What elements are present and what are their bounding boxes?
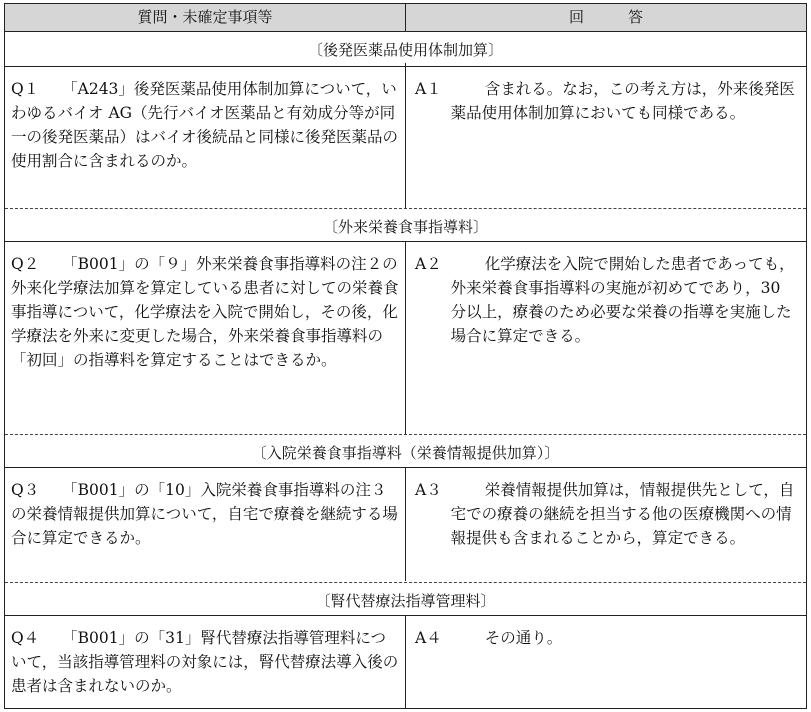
question-cell (11, 478, 399, 550)
section-title: 〔外来栄養食事指導料〕 (322, 218, 488, 236)
question-text: 「B001」の「９」外来栄養食事指導料の注２の外来化学療法加算を算定している患者に対しての栄養食事指導について，化学療法を入院で開始し，その後，化学療法を外来に変更した場合，外来栄養食事指導料の「初回」の指導料を算定することはできるか。 (11, 255, 399, 369)
table-header (5, 4, 806, 32)
section-title: 〔後発医薬品使用体制加算〕 (307, 41, 503, 59)
answer-cell (415, 77, 799, 125)
question-cell (11, 626, 399, 698)
answer-text: 栄養情報提供加算は，情報提供先として，自宅での療養の継続を担当する他の医療機関への情報提供も含まれることから，算定できる。 (450, 481, 795, 547)
qa-row (5, 468, 806, 581)
qa-row (5, 67, 806, 209)
answer-column-header: 回答 (568, 8, 687, 26)
question-cell (11, 252, 399, 372)
question-text: 「B001」の「10」入院栄養食事指導料の注３の栄養情報提供加算について，自宅で療養を継続する場合に算定できるか。 (11, 481, 398, 547)
answer-cell (415, 626, 799, 650)
question-column-header: 質問・未確定事項等 (5, 4, 406, 31)
question-text: 「B001」の「31」腎代替療法指導管理料について，当該指導管理料の対象には，腎代替療法導入後の患者は含まれないのか。 (11, 629, 399, 695)
question-number: Q１ (11, 80, 40, 98)
answer-text: その通り。 (484, 629, 563, 647)
answer-cell (415, 252, 799, 348)
qa-row (5, 242, 806, 434)
answer-cell (415, 478, 799, 550)
question-text: 「A243」後発医薬品使用体制加算について，いわゆるバイオ AG（先行バイオ医薬品と有効成分等が同一の後発医薬品）はバイオ後続品と同様に後発医薬品の使用割合に含まれるのか。 (11, 80, 399, 170)
answer-number: A１ (415, 80, 442, 98)
section-title: 〔入院栄養食事指導料（栄養情報提供加算）〕 (251, 444, 560, 462)
answer-number: A２ (415, 255, 442, 273)
answer-number: A３ (415, 481, 442, 499)
section-divider (5, 208, 806, 209)
question-number: Q２ (11, 255, 40, 273)
section-divider (5, 582, 806, 583)
question-number: Q４ (11, 629, 40, 647)
question-number: Q３ (11, 481, 40, 499)
section-title: 〔腎代替療法指導管理料〕 (315, 592, 496, 610)
qa-row (5, 616, 806, 708)
question-cell (11, 77, 399, 173)
qa-table (4, 3, 807, 709)
answer-text: 含まれる。なお，この考え方は，外来後発医薬品使用体制加算においても同様である。 (450, 80, 795, 122)
answer-text: 化学療法を入院で開始した患者であっても，外来栄養食事指導料の実施が初めてであり，30 分以上，療養のため必要な栄養の指導を実施した場合に算定できる。 (450, 255, 795, 345)
answer-number: A４ (415, 629, 442, 647)
section-divider (5, 434, 806, 435)
